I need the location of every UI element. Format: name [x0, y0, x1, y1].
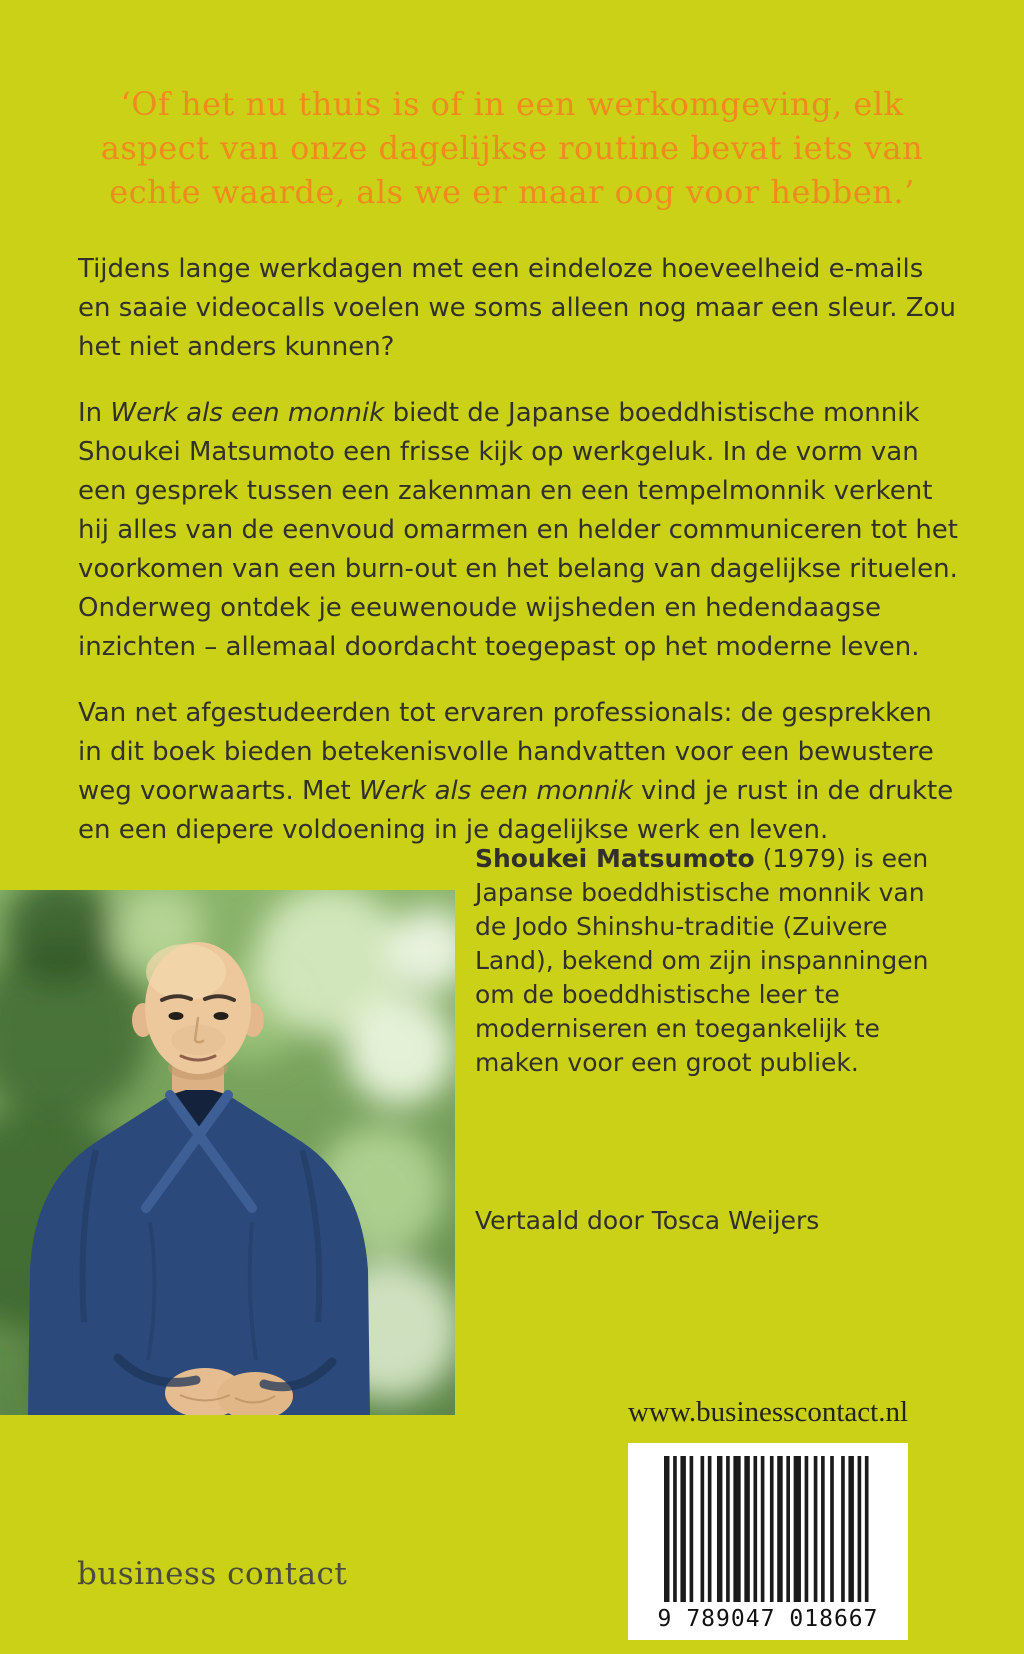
isbn-digits [628, 1606, 908, 1632]
pull-quote-line: ‘Of het nu thuis is of in een werkomgeving, elk [120, 85, 904, 123]
author-bio: Shoukei Matsumoto (1979) is een Japanse boeddhistische monnik van de Jodo Shinshu-traditie (Zuivere Land), bekend om zijn inspanningen om de boeddhistische leer te moderniseren en toegankelijk te maken voor een groot publiek. [475, 844, 929, 1077]
pull-quote-line: aspect van onze dagelijkse routine bevat iets van [100, 129, 924, 167]
body-copy [78, 250, 958, 877]
body-paragraph: Tijdens lange werkdagen met een eindeloze hoeveelheid e-mails en saaie videocalls voelen we soms alleen nog maar een sleur. Zou het niet anders kunnen? [78, 254, 956, 362]
monk-portrait-illustration [0, 890, 455, 1415]
pull-quote [72, 82, 952, 214]
isbn-group: 789047 [686, 1606, 776, 1632]
body-paragraph: Van net afgestudeerden tot ervaren professionals: de gesprekken in dit boek bieden betekenisvolle handvatten voor een bewustere weg voorwaarts. Met Werk als een monnik vind je rust in de drukte en een diepere voldoening in je dagelijkse werk en leven. [78, 698, 954, 845]
isbn-group: 018667 [789, 1606, 879, 1632]
publisher-logo: business contact [77, 1556, 348, 1592]
translator-credit: Vertaald door Tosca Weijers [475, 1206, 820, 1235]
author-photo [0, 890, 455, 1415]
pull-quote-line: echte waarde, als we er maar oog voor hebben.’ [109, 173, 915, 211]
isbn-group: 9 [657, 1606, 673, 1632]
barcode [628, 1443, 908, 1640]
barcode-bars [664, 1456, 874, 1604]
publisher-website: www.businesscontact.nl [627, 1396, 909, 1428]
body-paragraph: In Werk als een monnik biedt de Japanse boeddhistische monnik Shoukei Matsumoto een frisse kijk op werkgeluk. In de vorm van een gesprek tussen een zakenman en een tempelmonnik verkent hij alles van de eenvoud omarmen en helder communiceren tot het voorkomen van een burn-out en het belang van dagelijkse rituelen. Onderweg ontdek je eeuwenoude wijsheden en hedendaagse inzichten – allemaal doordacht toegepast op het moderne leven. [78, 398, 958, 662]
